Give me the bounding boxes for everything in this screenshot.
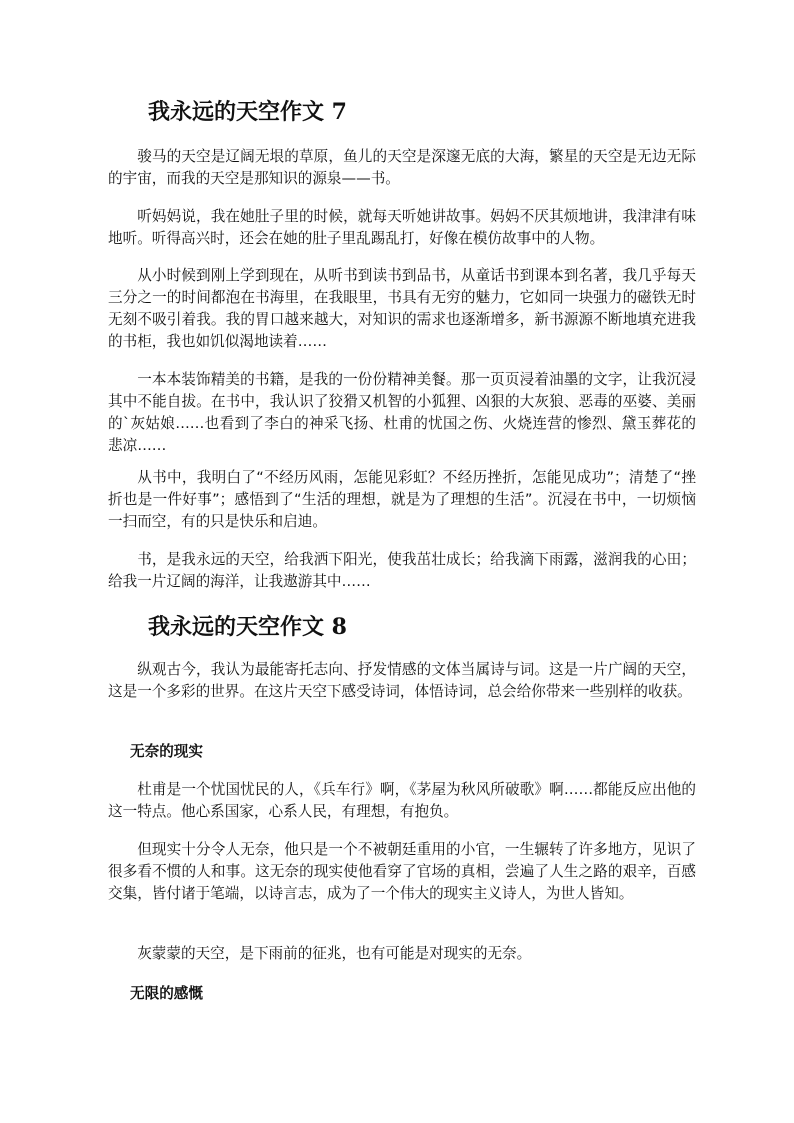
paragraph: 纵观古今，我认为最能寄托志向、抒发情感的文体当属诗与词。这是一片广阔的天空，这是一个多彩的世界。在这片天空下感受诗词，体悟诗词，总会给你带来一些别样的收获。 bbox=[108, 661, 696, 700]
paragraph: 听妈妈说，我在她肚子里的时候，就每天听她讲故事。妈妈不厌其烦地讲，我津津有味地听。听得高兴时，还会在她的肚子里乱踢乱打，好像在模仿故事中的人物。 bbox=[108, 208, 696, 247]
paragraph: 杜甫是一个忧国忧民的人，《兵车行》啊，《茅屋为秋风所破歌》啊……都能反应出他的这一特点。他心系国家，心系人民，有理想，有抱负。 bbox=[108, 781, 696, 820]
paragraph: 从书中，我明白了“不经历风雨，怎能见彩虹？不经历挫折，怎能见成功”；清楚了“挫折也是一件好事”；感悟到了“生活的理想，就是为了理想的生活”。沉浸在书中，一切烦恼一扫而空，有的只是快乐和启迪。 bbox=[108, 469, 696, 530]
paragraph: 灰蒙蒙的天空，是下雨前的征兆，也有可能是对现实的无奈。 bbox=[137, 945, 532, 962]
paragraph: 从小时候到刚上学到现在，从听书到读书到品书，从童话书到课本到名著，我几乎每天三分之一的时间都泡在书海里，在我眼里，书具有无穷的魅力，它如同一块强力的磁铁无时无刻不吸引着我。我的胃口越来越大，对知识的需求也逐渐增多，新书源源不断地填充进我的书柜，我也如饥似渴地读着…… bbox=[108, 267, 696, 350]
subsection-heading: 无奈的现实 bbox=[130, 743, 203, 760]
subsection-heading: 无限的感慨 bbox=[130, 985, 203, 1002]
paragraph: 书，是我永远的天空，给我洒下阳光，使我茁壮成长；给我滴下雨露，滋润我的心田；给我一片辽阔的海洋，让我遨游其中…… bbox=[108, 551, 696, 590]
paragraph: 一本本装饰精美的书籍，是我的一份份精神美餐。那一页页浸着油墨的文字，让我沉浸其中不能自拔。在书中，我认识了狡猾又机智的小狐狸、凶狠的大灰狼、恶毒的巫婆、美丽的`灰姑娘……也看到了李白的神采飞扬、杜甫的忧国之伤、火烧连营的惨烈、黛玉葬花的悲凉…… bbox=[108, 371, 696, 454]
paragraph: 但现实十分令人无奈，他只是一个不被朝廷重用的小官，一生辗转了许多地方，见识了很多看不惯的人和事。这无奈的现实使他看穿了官场的真相，尝遍了人生之路的艰辛，百感交集，皆付诸于笔端，以诗言志，成为了一个伟大的现实主义诗人，为世人皆知。 bbox=[108, 841, 696, 902]
paragraph: 骏马的天空是辽阔无垠的草原，鱼儿的天空是深邃无底的大海，繁星的天空是无边无际的宇宙，而我的天空是那知识的源泉——书。 bbox=[108, 148, 696, 187]
section-title-8: 我永远的天空作文 8 bbox=[148, 614, 347, 640]
section-title-7: 我永远的天空作文 7 bbox=[148, 99, 347, 125]
